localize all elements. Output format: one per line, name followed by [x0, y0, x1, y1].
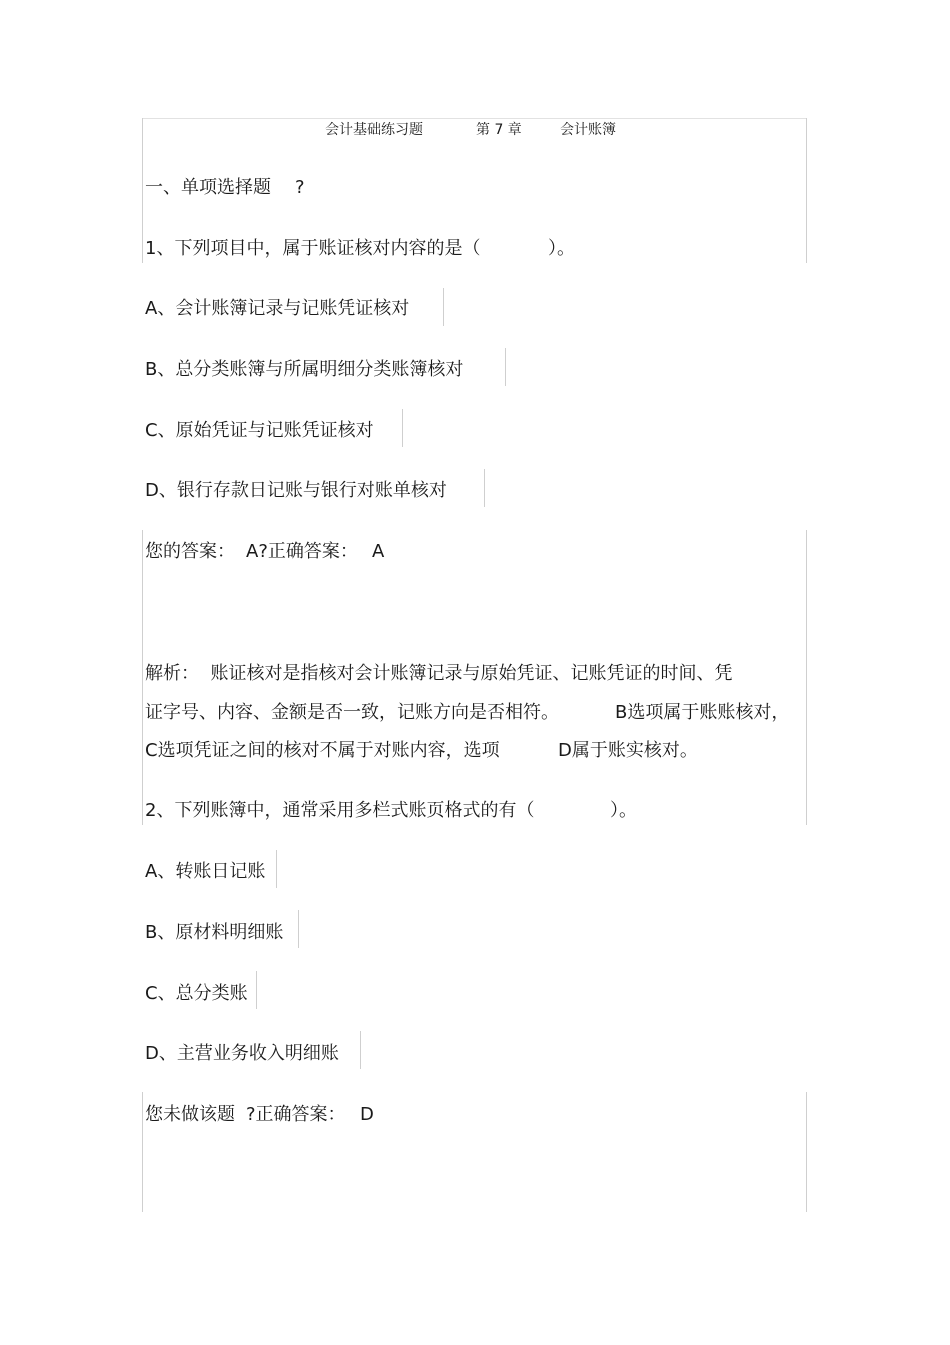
frame-q2-option-c-line: [256, 971, 257, 1009]
header-topic: 会计账簿: [560, 122, 616, 138]
q2-option-c: C、总分类账: [145, 983, 248, 1004]
q1-option-a: A、会计账簿记录与记账凭证核对: [145, 298, 410, 319]
q1-analysis-line-3: C选项凭证之间的核对不属于对账内容，选项: [145, 740, 500, 761]
frame-q2-option-d-line: [360, 1031, 361, 1069]
frame-top-line: [142, 118, 807, 119]
question-1-stem-end: ）。: [548, 238, 575, 259]
q2-option-d: D、主营业务收入明细账: [145, 1043, 339, 1064]
q2-option-a: A、转账日记账: [145, 861, 266, 882]
frame-option-d-line: [484, 469, 485, 507]
q1-analysis-line-2-end: B选项属于账账核对，: [615, 702, 790, 723]
q2-not-done-label: 您未做该题: [145, 1104, 235, 1125]
frame-left-line: [142, 118, 143, 263]
q1-analysis-line-3-end: D属于账实核对。: [558, 740, 698, 761]
q1-option-d: D、银行存款日记账与银行对账单核对: [145, 480, 447, 501]
frame-answer-left-line: [142, 530, 143, 825]
question-1-stem: 1、下列项目中，属于账证核对内容的是（: [145, 238, 481, 259]
q2-correct-label: ?正确答案：: [246, 1104, 346, 1125]
q1-correct-answer: A: [372, 541, 385, 562]
frame-q2-option-a-line: [276, 850, 277, 888]
q1-analysis-line-1: 解析： 账证核对是指核对会计账簿记录与原始凭证、记账凭证的时间、凭: [145, 663, 733, 684]
frame-option-a-line: [443, 288, 444, 326]
header-chapter: 第 7 章: [476, 122, 522, 138]
section-title: 一、单项选择题: [145, 177, 271, 198]
frame-right-line: [806, 118, 807, 263]
question-2-stem: 2、下列账簿中，通常采用多栏式账页格式的有（: [145, 800, 535, 821]
q1-analysis-line-2: 证字号、内容、金额是否一致，记账方向是否相符。: [145, 702, 559, 723]
question-2-stem-end: ）。: [610, 800, 637, 821]
q1-option-b: B、总分类账簿与所属明细分类账簿核对: [145, 359, 464, 380]
frame-bottom-right-line: [806, 1092, 807, 1212]
frame-bottom-left-line: [142, 1092, 143, 1212]
header-book-title: 会计基础练习题: [325, 122, 423, 138]
q2-correct-answer: D: [360, 1104, 374, 1125]
frame-q2-option-b-line: [298, 910, 299, 948]
q2-option-b: B、原材料明细账: [145, 922, 284, 943]
q1-your-answer-label: 您的答案：: [145, 541, 235, 562]
frame-option-b-line: [505, 348, 506, 386]
frame-option-c-line: [402, 409, 403, 447]
q1-option-c: C、原始凭证与记账凭证核对: [145, 420, 374, 441]
frame-answer-right-line: [806, 530, 807, 825]
section-mark: ?: [295, 177, 305, 198]
q1-your-answer: A?正确答案：: [246, 541, 358, 562]
